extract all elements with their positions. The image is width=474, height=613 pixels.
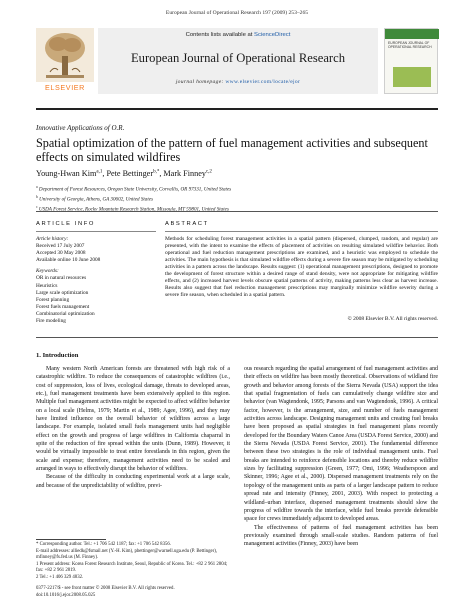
article-info-rule [36, 231, 156, 232]
affiliation-text: Department of Forest Resources, Oregon State University, Corvallis, OR 97331, United States [38, 186, 232, 193]
homepage-link[interactable]: www.elsevier.com/locate/ejor [225, 79, 301, 85]
abstract-text: Methods for scheduling forest management activities in a spatial pattern (dispersed, clumped, random, and regular) are presented, with the intent to examine the effects of placement of activities on resulting simulated wildfire behavior. Both operational and fuel reduction management prescriptions are examined, and a heuristic was employed to schedule the activities. The main hypothesis is that simulated wildfire effects during a severe fire season may be mitigated by scheduling activities in a pattern across the landscape. Results suggest: (1) operational management prescriptions, designed to promote the development of forest structure within a desired range of stand density, were not appropriate for mitigating wildfire effects, and (2) increased harvest levels obscure spatial patterns of activity, making patterns less clear as harvest increase. Results also suggest that fuel reduction management prescriptions may marginally minimize wildfire severity during a severe fire season, when scheduled in a spatial pattern. [165, 236, 438, 299]
sciencedirect-link[interactable]: ScienceDirect [254, 32, 291, 38]
article-info-heading: ARTICLE INFO [36, 221, 96, 227]
affiliation [36, 194, 438, 204]
keyword: Fire modeling [36, 318, 66, 325]
copyright-line: © 2008 Elsevier B.V. All rights reserved. [347, 316, 438, 322]
affiliation-mark: c [36, 205, 38, 210]
keyword: Large scale optimization [36, 289, 89, 296]
affiliation [36, 204, 438, 214]
front-matter-info [36, 586, 256, 599]
author-name[interactable]: Mark Finney [163, 169, 206, 178]
author-name[interactable]: Young-Hwan Kim [36, 169, 97, 178]
affiliation-list [36, 184, 438, 214]
affiliation [36, 184, 438, 194]
cover-band [385, 29, 439, 39]
journal-cover-thumbnail[interactable] [384, 28, 438, 94]
history-line: Accepted 30 May 2008 [36, 250, 86, 257]
masthead-banner [98, 28, 378, 94]
footnotes [36, 542, 230, 581]
author-marks[interactable]: b,* [153, 169, 160, 175]
author-marks[interactable]: a,1 [96, 169, 103, 175]
affiliation-mark: b [36, 195, 38, 200]
keyword: Heuristics [36, 282, 58, 289]
publisher-name: ELSEVIER [45, 83, 85, 92]
abstract-bottom-rule [36, 337, 438, 338]
elsevier-logo[interactable] [36, 28, 94, 94]
journal-homepage [98, 79, 378, 85]
article-info [36, 236, 156, 325]
abstract-heading: ABSTRACT [165, 221, 209, 227]
keyword: OR in natural resources [36, 275, 87, 282]
cover-title: EUROPEAN JOURNAL OF OPERATIONAL RESEARCH [388, 41, 432, 49]
keyword: Forest planning [36, 296, 70, 303]
author-name[interactable]: Pete Bettinger [106, 169, 154, 178]
affiliation-text: USDA Forest Service, Rocky Mountain Research Station, Missoula, MT 59801, United States [38, 206, 229, 213]
affiliation-text: University of Georgia, Athens, GA 30602, United States [39, 196, 154, 203]
tree-icon [36, 28, 94, 82]
issn-line: 0377-2217/$ - see front matter © 2008 Elsevier B.V. All rights reserved. [36, 586, 175, 591]
footnote: 2 Tel.: +1 406 329 4832. [36, 574, 84, 580]
history-label: Article history: [36, 236, 69, 242]
affiliation-mark: a [36, 185, 38, 189]
contents-prefix: Contents lists available at [185, 32, 255, 38]
body-column-right [244, 365, 438, 549]
footnote: * Corresponding author. Tel.: +1 706 542 1187; fax: +1 706 542 8356. [36, 542, 171, 547]
history-line: Received 17 July 2007 [36, 243, 85, 250]
cover-graphic [393, 67, 431, 87]
history-line: Available online 10 June 2008 [36, 257, 101, 264]
journal-masthead [36, 28, 438, 106]
body-paragraph: The effectiveness of patterns of fuel management activities has been previously examined through small-scale studies. Random patterns of fuel management activities (Finney, 2003) have been [244, 524, 438, 548]
contents-line [98, 32, 378, 38]
abstract-rule [165, 231, 438, 232]
journal-name: European Journal of Operational Research [130, 51, 345, 65]
keyword: Combinatorial optimization [36, 310, 95, 317]
homepage-prefix: journal homepage: [175, 79, 226, 85]
body-paragraph: Because of the difficulty in conducting experimental work at a large scale, and because of the unpredictability of wildfire, previ- [36, 474, 230, 489]
footnote-rule [36, 539, 106, 540]
author-marks[interactable]: c,2 [205, 169, 212, 175]
masthead-rule [36, 108, 438, 110]
header-rule [36, 211, 438, 212]
body-paragraph: ous research regarding the spatial arrangement of fuel management activities and their effects on wildfire has been mostly theoretical. Observations of wildland fire growth and behavior among forests of the Sierra Nevada (USA) support the idea that spatial fragmentation of fuels can cumulatively change wildfire size and behavior (van Wagtendonk, 1995; Parsons and van Wagtendonk, 1996). A critical factor, however, is the arrangement, size, and number of fuels management activities across landscape. Designing management units and creating fuel breaks have been proposed as spatial strategies in fuel management plans recently developed for the Boundary Waters Canoe Area (USDA Forest Service, 2000) and the Sierra Nevada (USDA Forest Service, 2001). The fundamental difference between these two strategies is the role of individual management units. Fuel breaks are intended to reinforce defensible locations and thereby reduce wildfire sizes by facilitating suppression (Green, 1977; Omi, 1996; Weatherspoon and Skinner, 1996; Agee et al., 2000). Dispersed management treatments rely on the topology of the management units as parts of a larger landscape pattern to reduce spread rate and intensity (Finney, 2001, 2003). With respect to protecting a wildland–urban interface, dispersed management treatments should slow the progress of wildfire towards the interface, while fuel breaks provide defensible space for crews immediately adjacent to developed areas. [244, 366, 438, 523]
author-list: Young-Hwan Kim$^{a,1}$, Pete Bettinger$^{b,*}$, Mark Finney$^{c,2}$ [36, 169, 212, 178]
introduction-heading: 1. Introduction [36, 352, 79, 359]
footnote[interactable]: E-mail addresses: alliedk@fsmail.net (Y.-H. Kim), pbettinger@warnell.uga.edu (P. Bettinger), mfinney@fs.fed.us (M. Finney). [36, 548, 217, 560]
doi-link[interactable]: doi:10.1016/j.ejor.2008.05.025 [36, 592, 96, 598]
article-title: Spatial optimization of the pattern of fuel management activities and subsequent effects on simulated wildfires [36, 136, 428, 165]
body-column-left [36, 365, 230, 490]
keywords-label: Keywords: [36, 268, 59, 275]
keyword: Forest fuels management [36, 303, 90, 310]
journal-citation: European Journal of Operational Research 197 (2009) 253–265 [165, 10, 309, 16]
body-paragraph: Many western North American forests are threatened with high risk of a catastrophic wildfire. To reduce the consequences of catastrophic wildfires (i.e., cost of suppression, loss of lives, ecological damage, threats to developed areas, etc.), fuel management treatments have been extensively applied to this region. Multiple fuel management activities might be expected to affect wildfire behavior on a local scale (Helms, 1979; Martin et al., 1989; Agee, 1996), and they may have limited influence on the overall behavior of wildfires across a large landscape. For example, isolated small fuels management units had negligible effect on the growth and progress of large wildfires in California chaparral in spite of the reduction of fire spread within the units (Dunn, 1989). However, it would be virtually impossible to treat entire forestlands in this region, given the scale and expense; therefore, management activities need to be scaled and arranged in ways to effectively disrupt the behavior of wildfires. [36, 366, 230, 473]
section-heading: Innovative Applications of O.R. [36, 124, 125, 132]
footnote: 1 Present address: Korea Forest Research Institute, Seoul, Republic of Korea. Tel.: +82 2 961 2804; fax: +82 2 961 2819. [36, 561, 228, 573]
